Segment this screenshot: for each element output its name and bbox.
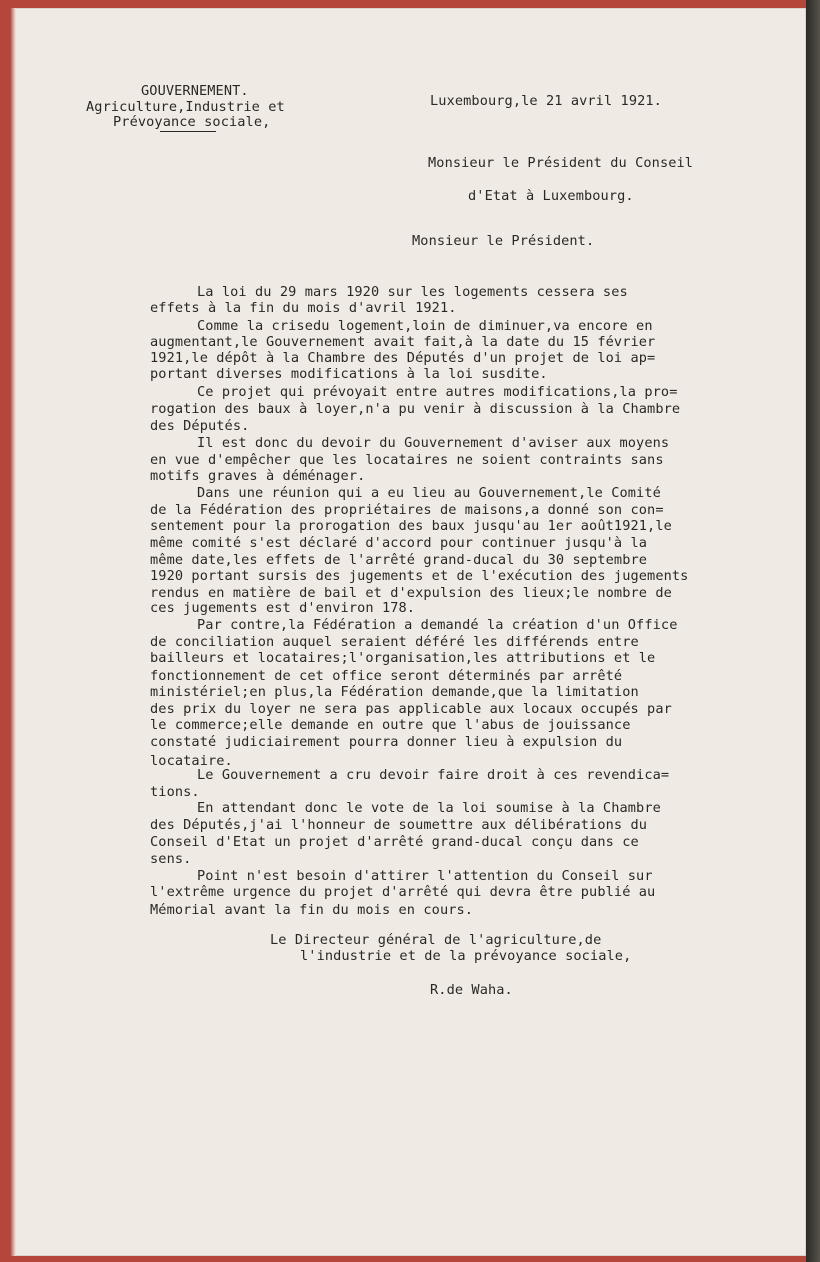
body-line: bailleurs et locataires;l'organisation,les attributions et le <box>150 650 656 666</box>
body-line: tions. <box>150 784 200 800</box>
body-line: en vue d'empêcher que les locataires ne soient contraints sans <box>150 452 664 468</box>
signature: R.de Waha. <box>430 982 513 998</box>
body-line: Il est donc du devoir du Gouvernement d'aviser aux moyens <box>197 435 670 451</box>
body-line: 1920 portant sursis des jugements et de l'exécution des jugements <box>150 568 689 584</box>
body-line: même comité s'est déclaré d'accord pour continuer jusqu'à la <box>150 535 648 551</box>
body-line: rendus en matière de bail et d'expulsion des lieux;le nombre de <box>150 585 672 601</box>
body-line: locataire. <box>150 753 233 769</box>
body-line: La loi du 29 mars 1920 sur les logements cessera ses <box>197 284 628 300</box>
org-line: Agriculture,Industrie et <box>86 99 285 115</box>
body-line: des Députés,j'ai l'honneur de soumettre aux délibérations du <box>150 817 648 833</box>
recipient-line: Monsieur le Président du Conseil <box>428 155 694 171</box>
body-line: Point n'est besoin d'attirer l'attention du Conseil sur <box>197 868 653 884</box>
closing-line: Le Directeur général de l'agriculture,de <box>270 932 602 948</box>
body-line: Le Gouvernement a cru devoir faire droit à ces revendica= <box>197 767 670 783</box>
body-line: effets à la fin du mois d'avril 1921. <box>150 300 457 316</box>
body-line: motifs graves à déménager. <box>150 468 366 484</box>
body-line: rogation des baux à loyer,n'a pu venir à discussion à la Chambre <box>150 401 681 417</box>
header-rule <box>160 131 216 132</box>
org-line: GOUVERNEMENT. <box>141 83 249 99</box>
body-line: des prix du loyer ne sera pas applicable aux locaux occupés par <box>150 701 672 717</box>
body-line: sentement pour la prorogation des baux jusqu'au 1er août1921,le <box>150 518 672 534</box>
body-line: En attendant donc le vote de la loi soumise à la Chambre <box>197 800 661 816</box>
salutation: Monsieur le Président. <box>412 233 595 249</box>
place-date: Luxembourg,le 21 avril 1921. <box>430 93 662 109</box>
body-line: de conciliation auquel seraient déféré les différends entre <box>150 634 639 650</box>
body-line: constaté judiciairement pourra donner lieu à expulsion du <box>150 734 623 750</box>
body-line: 1921,le dépôt à la Chambre des Députés d'un projet de loi ap= <box>150 350 656 366</box>
body-line: de la Fédération des propriétaires de maisons,a donné son con= <box>150 502 664 518</box>
body-line: Ce projet qui prévoyait entre autres modifications,la pro= <box>197 384 678 400</box>
body-line: portant diverses modifications à la loi susdite. <box>150 366 548 382</box>
body-line: fonctionnement de cet office seront déterminés par arrêté <box>150 668 623 684</box>
body-line: même date,les effets de l'arrêté grand-ducal du 30 septembre <box>150 552 648 568</box>
recipient-line: d'Etat à Luxembourg. <box>468 188 634 204</box>
page-left-edge <box>10 8 16 1256</box>
body-line: Mémorial avant la fin du mois en cours. <box>150 902 474 918</box>
body-line: ces jugements est d'environ 178. <box>150 600 416 616</box>
body-line: Conseil d'Etat un projet d'arrêté grand-ducal conçu dans ce <box>150 834 639 850</box>
body-line: Dans une réunion qui a eu lieu au Gouvernement,le Comité <box>197 485 661 501</box>
org-line: Prévoyance sociale, <box>113 114 271 130</box>
body-line: augmentant,le Gouvernement avait fait,à la date du 15 février <box>150 334 656 350</box>
body-line: l'extrême urgence du projet d'arrêté qui devra être publié au <box>150 884 656 900</box>
body-line: Par contre,la Fédération a demandé la création d'un Office <box>197 617 678 633</box>
body-line: le commerce;elle demande en outre que l'abus de jouissance <box>150 717 631 733</box>
body-line: sens. <box>150 851 192 867</box>
closing-line: l'industrie et de la prévoyance sociale, <box>300 948 632 964</box>
binder-edge <box>806 0 820 1262</box>
body-line: des Députés. <box>150 418 250 434</box>
body-line: Comme la crisedu logement,loin de diminuer,va encore en <box>197 318 653 334</box>
body-line: ministériel;en plus,la Fédération demande,que la limitation <box>150 684 639 700</box>
